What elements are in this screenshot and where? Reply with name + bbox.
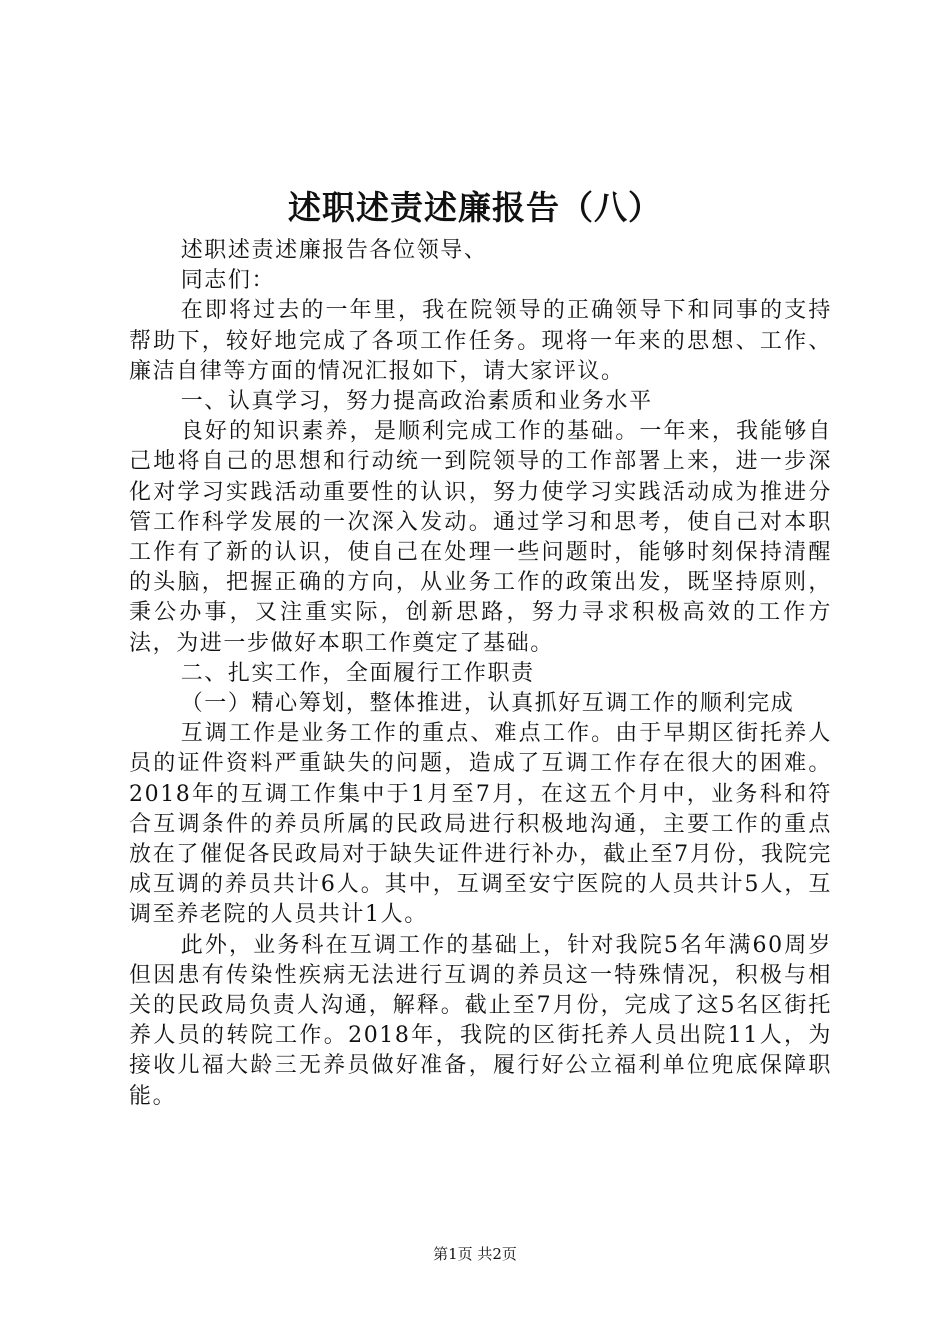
subsection-heading-1: （一）精心筹划，整体推进，认真抓好互调工作的顺利完成 (180, 691, 795, 717)
section-heading-2: 二、扎实工作，全面履行工作职责 (180, 660, 535, 686)
paragraph-additional: 此外，业务科在互调工作的基础上，针对我院5名年满60周岁但因患有传染性疾病无法进行互调的养员这一特殊情况，积极与相关的民政局负责人沟通，解释。截止至7月份，完成了这5名区街托养人员的转院工作。2018年，我院的区街托养人员出院11人，为接收儿福大龄三无养员做好准备，履行好公立福利单位兜底保障职能。 (129, 932, 832, 1109)
page-number: 第1页 共2页 (433, 1245, 517, 1263)
paragraph-transfer-work: 互调工作是业务工作的重点、难点工作。由于早期区街托养人员的证件资料严重缺失的问题，造成了互调工作存在很大的困难。2018年的互调工作集中于1月至7月，在这五个月中，业务科和符合互调条件的养员所属的民政局进行积极地沟通，主要工作的重点放在了催促各民政局对于缺失证件进行补办，截止至7月份，我院完成互调的养员共计6人。其中，互调至安宁医院的人员共计5人，互调至养老院的人员共计1人。 (129, 721, 832, 928)
section-heading-1: 一、认真学习，努力提高政治素质和业务水平 (180, 389, 653, 415)
paragraph-study: 良好的知识素养，是顺利完成工作的基础。一年来，我能够自己地将自己的思想和行动统一到院领导的工作部署上来，进一步深化对学习实践活动重要性的认识，努力使学习实践活动成为推进分管工作科学发展的一次深入发动。通过学习和思考，使自己对本职工作有了新的认识，使自己在处理一些问题时，能够时刻保持清醒的头脑，把握正确的方向，从业务工作的政策出发，既坚持原则，秉公办事，又注重实际，创新思路，努力寻求积极高效的工作方法，为进一步做好本职工作奠定了基础。 (129, 419, 832, 656)
document-body (129, 236, 832, 1112)
document-title: 述职述责述廉报告（八） (288, 188, 662, 227)
paragraph-salutation-1: 述职述责述廉报告各位领导、 (180, 238, 488, 263)
paragraph-salutation-2: 同志们： (180, 268, 276, 294)
paragraph-intro: 在即将过去的一年里，我在院领导的正确领导下和同事的支持帮助下，较好地完成了各项工作任务。现将一年来的思想、工作、廉洁自律等方面的情况汇报如下，请大家评议。 (129, 298, 832, 384)
